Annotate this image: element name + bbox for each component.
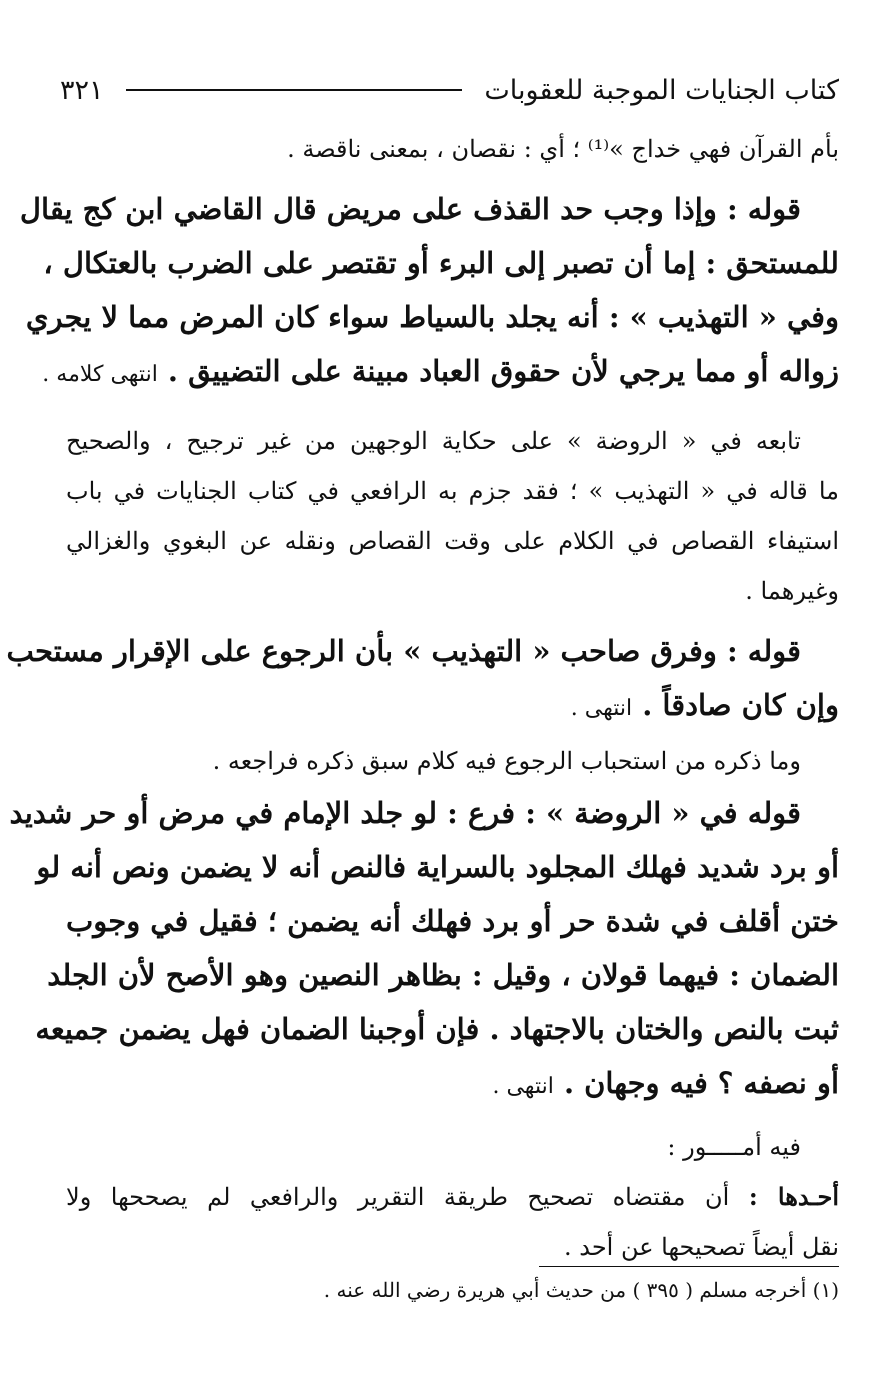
text-segment: أحـدها : bbox=[748, 1182, 839, 1211]
main-text bbox=[6, 124, 839, 1272]
text-line: قوله : وفرق صاحب « التهذيب » بأن الرجوع على الإقرار مستحب bbox=[6, 634, 801, 668]
text-line: للمستحق : إما أن تصبر إلى البرء أو تقتصر على الضرب بالعتكال ، bbox=[43, 246, 839, 280]
text-line: ثبت بالنص والختان بالاجتهاد . فإن أوجبنا الضمان فهل يضمن جميعه bbox=[35, 1012, 839, 1046]
quote-paragraph-qadhf bbox=[19, 182, 839, 402]
text-line: قوله في « الروضة » : فرع : لو جلد الإمام في مرض أو حر شديد bbox=[9, 796, 801, 830]
text-segment: وإن كان صادقاً . bbox=[642, 688, 839, 722]
book-title: كتاب الجنايات الموجبة للعقوبات bbox=[484, 74, 839, 106]
commentary-paragraph bbox=[66, 416, 839, 616]
text-segment: انتهى كلامه . bbox=[42, 362, 158, 387]
quote-paragraph-rawda bbox=[9, 786, 839, 1114]
paragraph-continuation bbox=[66, 124, 839, 174]
header-rule bbox=[126, 89, 463, 91]
text-segment: أن مقتضاه تصحيح طريقة التقرير والرافعي لم يصححها ولا bbox=[66, 1183, 730, 1211]
text-line: ختن أقلف في شدة حر أو برد فهلك أنه يضمن ؛ فقيل في وجوب bbox=[66, 904, 839, 938]
page-number: ٣٢١ bbox=[60, 74, 104, 106]
text-line: ما قاله في « التهذيب » ؛ فقد جزم به الرافعي في كتاب الجنايات في باب bbox=[66, 477, 839, 505]
footnote-separator bbox=[539, 1266, 839, 1267]
text-line bbox=[42, 344, 839, 402]
text-line: أو برد شديد فهلك المجلود بالسراية فالنص أنه لا يضمن ونص أنه لو bbox=[36, 850, 839, 884]
quote-paragraph-rujoo bbox=[6, 624, 839, 736]
text-line bbox=[66, 678, 839, 736]
text-line: وغيرهما . bbox=[745, 577, 839, 605]
text-segment: زواله أو مما يرجي لأن حقوق العباد مبينة على التضييق . bbox=[167, 354, 839, 388]
text-line: قوله : وإذا وجب حد القذف على مريض قال القاضي ابن كج يقال bbox=[19, 192, 801, 226]
text-line: استيفاء القصاص في الكلام على وقت القصاص ونقله عن البغوي والغزالي bbox=[66, 527, 839, 555]
commentary-paragraph bbox=[66, 1122, 839, 1272]
commentary-paragraph bbox=[66, 736, 839, 786]
text-segment: انتهى . bbox=[570, 696, 633, 721]
text-line: وفي « التهذيب » : أنه يجلد بالسياط سواء كان المرض مما لا يجري bbox=[25, 300, 839, 334]
text-segment: انتهى . bbox=[492, 1074, 554, 1099]
text-line: تابعه في « الروضة » على حكاية الوجهين من غير ترجيح ، والصحيح bbox=[66, 427, 801, 455]
text-line bbox=[66, 1056, 839, 1114]
text-line bbox=[66, 1172, 839, 1222]
text-line: نقل أيضاً تصحيحها عن أحد . bbox=[563, 1233, 839, 1261]
text-line: الضمان : فيهما قولان ، وقيل : بظاهر النصين وهو الأصح لأن الجلد bbox=[47, 958, 839, 992]
running-header bbox=[60, 68, 839, 112]
footnote: (١) أخرجه مسلم ( ٣٩٥ ) من حديث أبي هريرة رضي الله عنه . bbox=[323, 1278, 839, 1302]
text-line: بأم القرآن فهي خداج »⁽¹⁾ ؛ أي : نقصان ، بمعنى ناقصة . bbox=[287, 135, 839, 163]
text-line: فيه أمـــــور : bbox=[667, 1133, 801, 1161]
text-segment: أو نصفه ؟ فيه وجهان . bbox=[563, 1066, 839, 1100]
text-line: وما ذكره من استحباب الرجوع فيه كلام سبق ذكره فراجعه . bbox=[212, 747, 801, 775]
